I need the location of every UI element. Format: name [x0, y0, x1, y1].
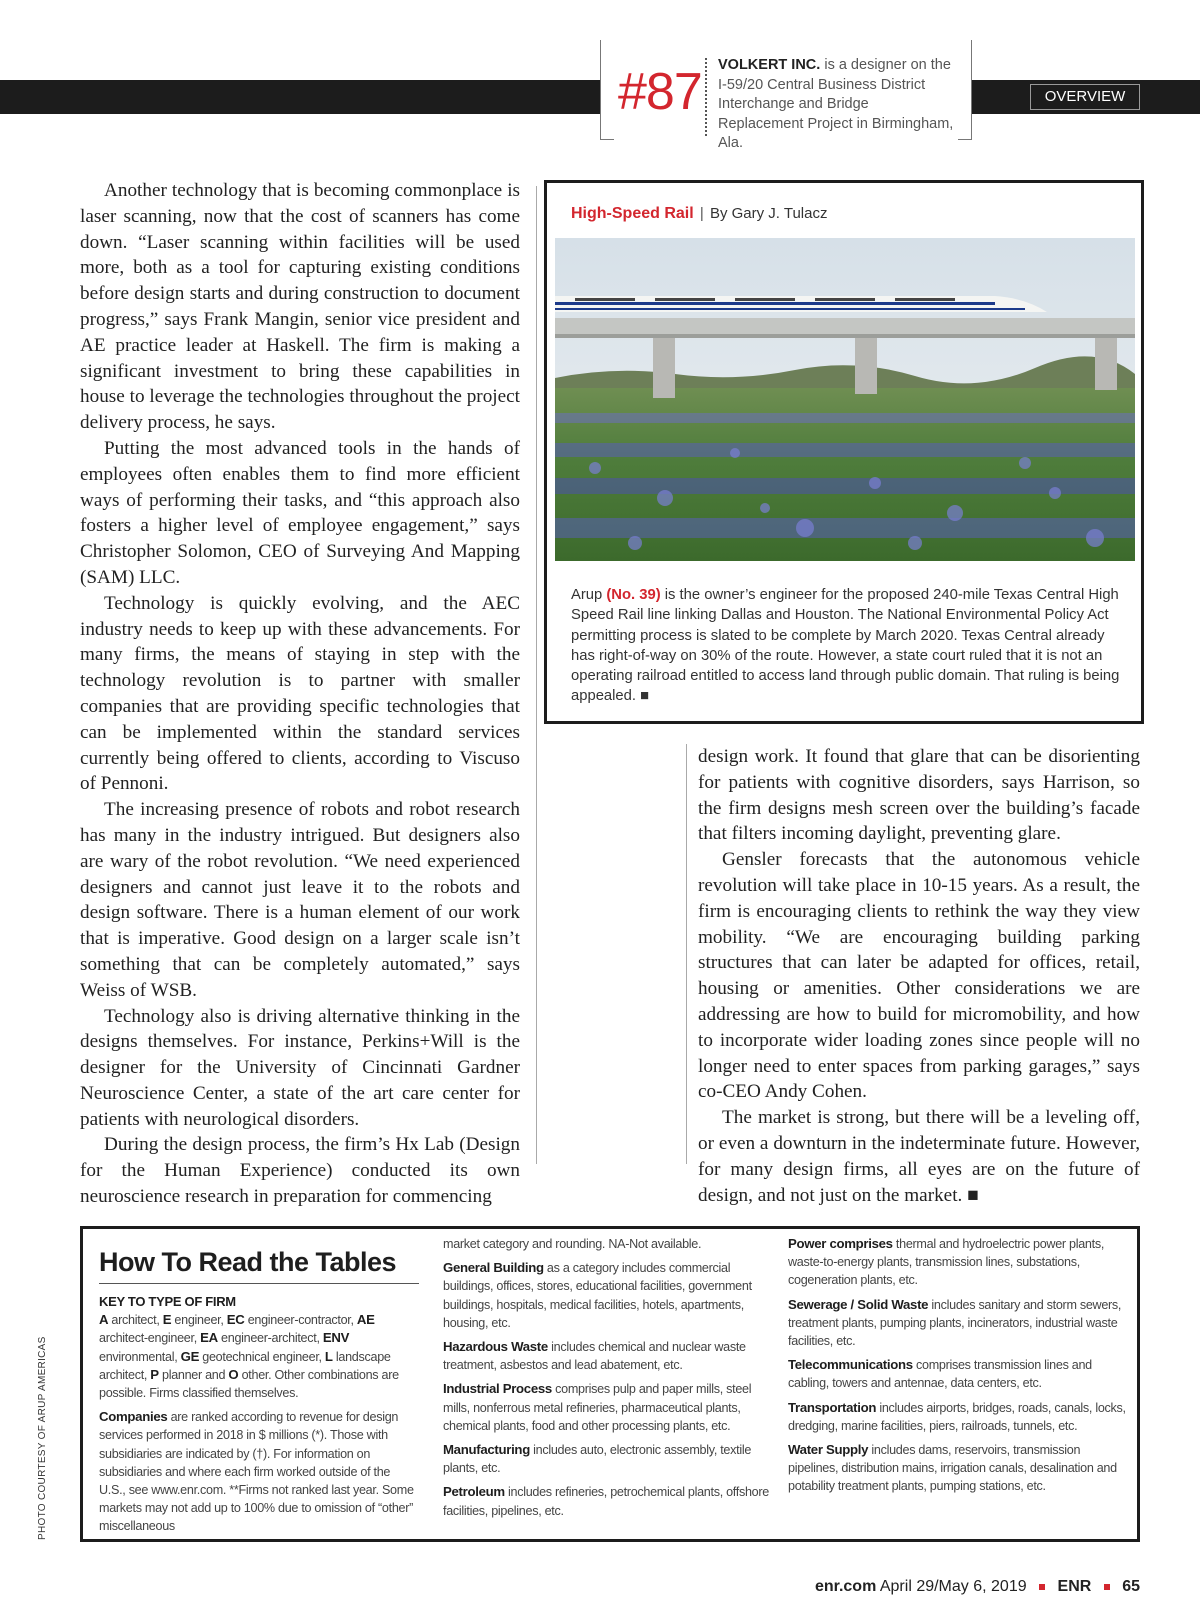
footer-page-number: 65: [1122, 1578, 1140, 1595]
market-text: thermal and hydroelectric power plants, waste-to-energy plants, transmission lines, substations, cogeneration plants, etc.: [788, 1237, 1105, 1288]
footer-square-icon: [1104, 1584, 1110, 1590]
firm-code: P: [150, 1366, 159, 1382]
key-heading: KEY TO TYPE OF FIRM: [99, 1294, 236, 1309]
firm-desc: architect-engineer,: [99, 1331, 201, 1346]
rank-callout: [600, 40, 972, 151]
firm-desc: other. Other combinations are possible. Firms classified themselves.: [99, 1367, 399, 1401]
article-right-column: [698, 744, 1140, 1208]
sidebar-box: [544, 180, 1144, 724]
dotted-divider: [705, 58, 707, 136]
firm-desc: planner and: [158, 1367, 229, 1382]
column-rule: [686, 744, 687, 1164]
caption-text: is the owner’s engineer for the proposed 240-mile Texas Central High Speed Rail line linking Dallas and Houston. The National Environmental Policy Act permitting process is slated to be complete by March 2020. Texas Central already has right-of-way on 30% of the route. However, a state court ruled that it is not an operating railroad entitled to access land through public domain. That ruling is being appealed. ■: [571, 587, 1120, 705]
footer-date: April 29/May 6, 2019: [879, 1578, 1027, 1595]
companies-text: are ranked according to revenue for design services performed in 2018 in $ millions (*). Those with subsidiaries are indicated by (†). For information on subsidiaries and where each firm worked outside of the U.S., see www.enr.com. **Firms not ranked last year. Some markets may not add up to 100% due to omission of “other” miscellaneous: [99, 1410, 414, 1534]
firm-desc: engineer-contractor,: [244, 1313, 357, 1328]
market-label: Water Supply: [788, 1442, 869, 1458]
paragraph: The market is strong, but there will be a leveling off, or even a downturn in the indeterminate future. However, for many design firms, all eyes are on the future of design, and not just on the market. ■: [698, 1107, 1140, 1206]
footer-magazine: ENR: [1057, 1578, 1092, 1595]
rank-firm-desc: is a designer on the I-59/20 Central Business District Interchange and Bridge Replacement Project in Birmingham, Ala.: [718, 57, 954, 151]
firm-desc: landscape architect,: [99, 1349, 391, 1382]
howto-title: How To Read the Tables: [99, 1247, 397, 1277]
market-label: General Building: [443, 1260, 544, 1276]
paragraph: Another technology that is becoming commonplace is laser scanning, now that the cost of scanners has come down. “Laser scanning within facilities will be used more, both as a tool for capturing existing conditions before design starts and during construction to document progress,” says Frank Mangin, senior vice president and AE practice leader at Haskell. The firm is making a significant investment to bring these capabilities in house to leverage the technologies throughout the project delivery process, he says.: [80, 180, 520, 434]
howto-column-2: [443, 1235, 773, 1526]
sidebar-byline: By Gary J. Tulacz: [709, 205, 828, 222]
market-text: includes refineries, petrochemical plants, offshore facilities, pipelines, etc.: [443, 1485, 769, 1518]
companies-note: [99, 1408, 419, 1535]
market-label: Petroleum: [443, 1484, 505, 1500]
market-text: comprises transmission lines and cabling, towers and antennae, data centers, etc.: [788, 1358, 1092, 1391]
companies-label: Companies: [99, 1409, 168, 1425]
how-to-read-box: [80, 1226, 1140, 1542]
paragraph: During the design process, the firm’s Hx Lab (Design for the Human Experience) conducted its own neuroscience research in preparation for commencing: [80, 1134, 520, 1208]
market-text: includes sanitary and storm sewers, treatment plants, pumping plants, incinerators, industrial waste facilities, etc.: [788, 1297, 1122, 1349]
market-label: Telecommunications: [788, 1357, 913, 1373]
title-rule: [99, 1283, 419, 1284]
market-definition: [443, 1338, 773, 1374]
firm-desc: environmental,: [99, 1349, 181, 1364]
market-text: includes auto, electronic assembly, textile plants, etc.: [443, 1443, 752, 1476]
market-label: Manufacturing: [443, 1442, 530, 1458]
paragraph: Putting the most advanced tools in the hands of employees often enables them to find more efficient ways of performing their tasks, and “this approach also fosters a higher level of employee engagement,” says Christopher Solomon, CEO of Surveying And Mapping (SAM) LLC.: [80, 437, 520, 588]
page-footer: [815, 1578, 1140, 1596]
rank-number: #87: [618, 63, 702, 121]
firm-desc: engineer,: [171, 1313, 227, 1328]
howto-intro: market category and rounding. NA-Not available.: [443, 1237, 702, 1251]
market-label: Power comprises: [788, 1236, 893, 1251]
photo-illustration: [555, 238, 1135, 561]
firm-desc: engineer-architect,: [217, 1331, 323, 1346]
market-label: Sewerage / Solid Waste: [788, 1296, 929, 1312]
market-label: Hazardous Waste: [443, 1339, 548, 1355]
paragraph: Technology is quickly evolving, and the AEC industry needs to keep up with these advancements. For many firms, the means of staying in step with the technology revolution is to partner with smaller companies that are providing specific technologies that can be implemented within the standard services currently being offered to clients, according to Viscuso of Pennoni.: [80, 592, 520, 795]
footer-square-icon: [1039, 1584, 1045, 1590]
rail-photo: [555, 238, 1135, 561]
firm-code: L: [324, 1348, 333, 1364]
market-text: includes airports, bridges, roads, canals, locks, dredging, marine facilities, piers, railroads, tunnels, etc.: [788, 1400, 1126, 1433]
rank-firm: VOLKERT INC.: [718, 57, 821, 73]
sidebar-header: [571, 205, 827, 223]
firm-desc: architect,: [108, 1313, 163, 1328]
rank-description: [718, 56, 958, 154]
photo-credit: PHOTO COURTESY OF ARUP AMERICAS: [37, 1336, 48, 1540]
paragraph: Gensler forecasts that the autonomous vehicle revolution will take place in 10-15 years. As a result, the firm is encouraging clients to rethink the way they view mobility. “We are encouraging building parking structures that can later be adapted for offices, retail, housing or amenities. Other considerations we are addressing are how to build for micromobility, and how to incorporate wider loading zones since people will no longer need to enter spaces from parking garages,” says co-CEO Andy Cohen.: [698, 849, 1140, 1103]
firm-code: GE: [180, 1348, 200, 1364]
caption-firm: Arup: [571, 587, 607, 603]
market-definition: [443, 1259, 773, 1332]
key-list: [99, 1311, 419, 1402]
firm-code: EA: [200, 1330, 218, 1346]
article-left-column: [80, 178, 520, 1210]
market-definition: [443, 1483, 773, 1519]
firm-code: ENV: [322, 1330, 350, 1346]
market-text: includes chemical and nuclear waste treatment, asbestos and lead abatement, etc.: [443, 1340, 746, 1373]
caption-rank: (No. 39): [606, 587, 661, 603]
firm-code: E: [162, 1312, 172, 1328]
howto-column-3: [788, 1235, 1128, 1502]
paragraph: The increasing presence of robots and robot research has many in the industry intrigued. But designers also are wary of the robot revolution. “We need experienced designers and cannot just leave it to the robots and design software. There is a human element of our work that is imperative. Good design on a larger scale isn’t something that can be completely automated,” says Weiss of WSB.: [80, 799, 520, 1001]
market-definition: [788, 1296, 1128, 1351]
market-text: as a category includes commercial buildings, offices, stores, educational facilities, government buildings, hospitals, medical facilities, hotels, apartments, housing, etc.: [443, 1261, 752, 1330]
column-rule: [536, 186, 537, 1164]
market-label: Industrial Process: [443, 1381, 552, 1397]
firm-code: O: [228, 1366, 239, 1382]
market-definition: [788, 1441, 1128, 1496]
market-definition: [443, 1380, 773, 1435]
firm-code: AE: [356, 1312, 375, 1328]
firm-desc: geotechnical engineer,: [199, 1349, 325, 1364]
market-text: comprises pulp and paper mills, steel mills, nonferrous metal refineries, pharmaceutical plants, chemical plants, food and other processing plants, etc.: [443, 1382, 752, 1433]
footer-site: enr.com: [814, 1578, 877, 1595]
market-label: Transportation: [788, 1399, 877, 1415]
firm-code: A: [99, 1312, 109, 1328]
firm-code: EC: [226, 1312, 245, 1328]
section-label: OVERVIEW: [1030, 84, 1140, 110]
sidebar-separator: |: [699, 205, 704, 222]
market-text: includes dams, reservoirs, transmission pipelines, distribution mains, irrigation canals, desalination and potability treatment plants, pumping stations, etc.: [788, 1443, 1117, 1494]
market-definition: [788, 1356, 1128, 1392]
bracket-right: [958, 40, 972, 140]
market-definition: [788, 1399, 1128, 1435]
sidebar-kicker: High-Speed Rail: [571, 205, 694, 222]
bracket-left: [600, 40, 614, 140]
paragraph-continuation: design work. It found that glare that can be disorienting for patients with cognitive disorders, says Harrison, so the firm designs mesh screen over the building’s facade that filters incoming daylight, preventing glare.: [698, 746, 1140, 845]
photo-caption: [571, 585, 1121, 707]
market-definition: [443, 1441, 773, 1477]
market-definition: [788, 1235, 1128, 1290]
howto-column-1: [99, 1293, 419, 1542]
paragraph: Technology also is driving alternative thinking in the designs themselves. For instance, Perkins+Will is the designer for the University of Cincinnati Gardner Neuroscience Center, a state of the art care center for patients with neurological disorders.: [80, 1005, 520, 1130]
